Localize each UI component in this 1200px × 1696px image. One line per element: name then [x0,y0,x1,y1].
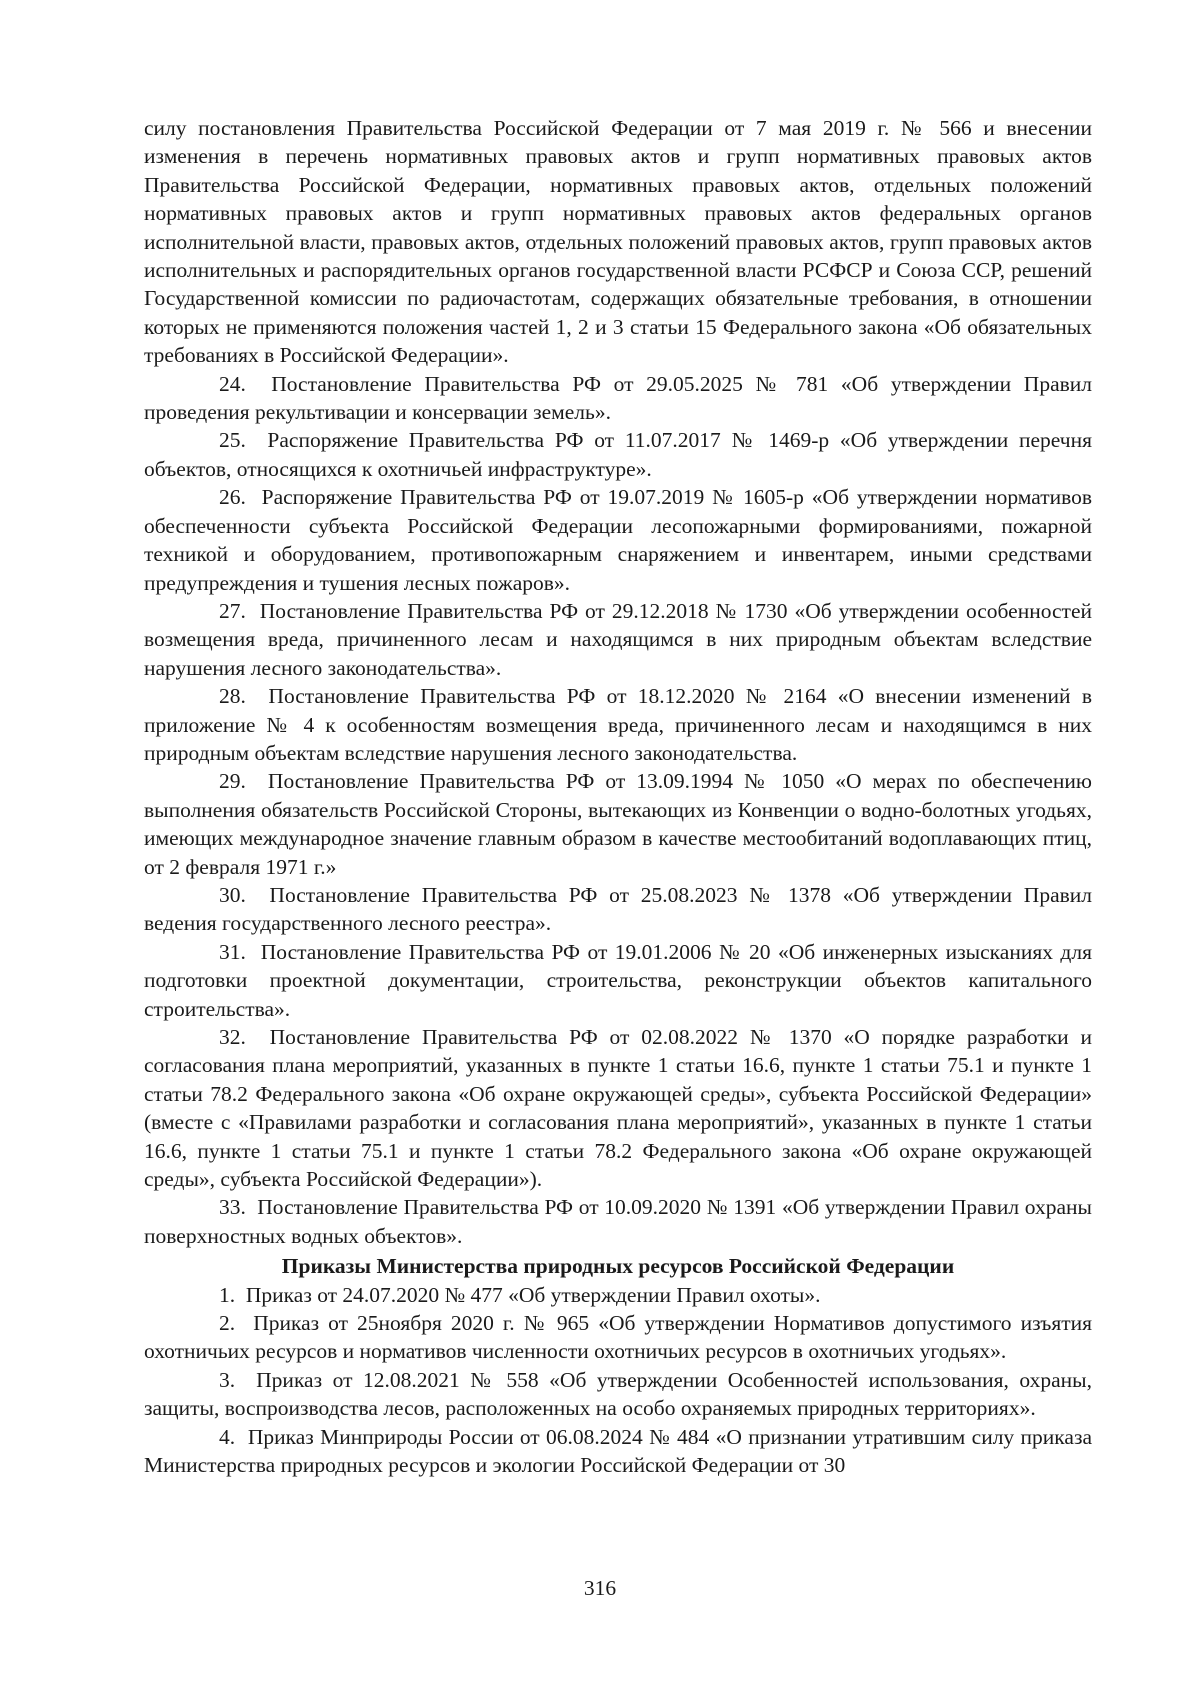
item-text: Постановление Правительства РФ от 29.12.2018 № 1730 «Об утверждении особенностей возмещения вреда, причиненного лесам и находящимся в них природным объектам вследствие нарушения лесного законодательства». [144,598,1092,680]
list-item [144,1309,1092,1366]
item-text: Распоряжение Правительства РФ от 11.07.2017 № 1469-р «Об утверждении перечня объектов, относящихся к охотничьей инфраструктуре». [144,428,1093,481]
list-item [144,597,1092,682]
item-number: 28. [219,684,246,709]
list-item [144,767,1092,881]
item-text: Постановление Правительства РФ от 13.09.1994 № 1050 «О мерах по обеспечению выполнения обязательств Российской Стороны, вытекающих из Конвенции о водно-болотных угодьях, имеющих международное значение главным образом в качестве местообитаний водоплавающих птиц, от 2 февраля 1971 г.» [144,769,1092,879]
item-number: 32. [219,1025,246,1049]
item-text: Постановление Правительства РФ от 29.05.2025 № 781 «Об утверждении Правил проведения рекультивации и консервации земель». [144,371,1093,425]
list-item [144,1423,1092,1480]
item-text: Приказ от 12.08.2021 № 558 «Об утверждении Особенностей использования, охраны, защиты, воспроизводства лесов, расположенных на особо охраняемых природных территориях». [144,1367,1093,1421]
item-text: Постановление Правительства РФ от 18.12.2020 № 2164 «О внесении изменений в приложение № 4 к особенностям возмещения вреда, причиненного лесам и находящимся в них природным объектам вследствие нарушения лесного законодательства. [144,684,1092,765]
item-number: 31. [219,939,246,964]
item-number: 30. [219,882,246,907]
item-number: 25. [219,428,246,453]
government-acts-list [144,370,1092,1251]
item-number: 3. [219,1367,236,1392]
ministry-orders-list [144,1281,1092,1480]
item-text: Постановление Правительства РФ от 10.09.2020 № 1391 «Об утверждении Правил охраны поверхностных водных объектов». [144,1195,1092,1248]
section-heading: Приказы Министерства природных ресурсов Российской Федерации [281,1254,955,1279]
item-number: 4. [219,1424,236,1449]
list-item [144,938,1092,1023]
item-number: 1. [219,1282,236,1307]
list-item [144,881,1092,938]
item-text: Приказ Минприроды России от 06.08.2024 № 484 «О признании утратившим силу приказа Министерства природных ресурсов и экологии Российской Федерации от 30 [144,1424,1092,1478]
item-number: 27. [219,598,246,623]
list-item [144,483,1092,597]
list-item [144,1193,1092,1250]
item-number: 29. [219,769,246,794]
page-body [144,114,1092,1480]
list-item [144,370,1092,427]
item-number: 26. [219,485,246,510]
list-item [144,682,1092,767]
item-text: Приказ от 24.07.2020 № 477 «Об утверждении Правил охоты». [245,1282,821,1307]
continuation-paragraph: силу постановления Правительства Российской Федерации от 7 мая 2019 г. № 566 и внесении изменения в перечень нормативных правовых актов и групп нормативных правовых актов Правительства Российской Федерации, нормативных правовых актов, отдельных положений нормативных правовых актов и групп нормативных правовых актов федеральных органов исполнительной власти, правовых актов, отдельных положений правовых актов, групп правовых актов исполнительных и распорядительных органов государственной власти РСФСР и Союза ССР, решений Государственной комиссии по радиочастотам, содержащих обязательные требования, в отношении которых не применяются положения частей 1, 2 и 3 статьи 15 Федерального закона «Об обязательных требованиях в Российской Федерации». [144,116,1092,368]
list-item [144,1023,1092,1193]
list-item [144,1281,1092,1309]
list-item [144,426,1092,483]
list-item [144,1366,1092,1423]
item-text: Постановление Правительства РФ от 02.08.2022 № 1370 «О порядке разработки и согласования плана мероприятий, указанных в пункте 1 статьи 16.6, пункте 1 статьи 75.1 и пункте 1 статьи 78.2 Федерального закона «Об охране окружающей среды», субъекта Российской Федерации» (вместе с «Правилами разработки и согласования плана мероприятий», указанных в пункте 1 статьи 16.6, пункте 1 статьи 75.1 и пункте 1 статьи 78.2 Федерального закона «Об охране окружающей среды», субъекта Российской Федерации»). [144,1025,1093,1192]
item-text: Распоряжение Правительства РФ от 19.07.2019 № 1605-р «Об утверждении нормативов обеспеченности субъекта Российской Федерации лесопожарными формированиями, пожарной техникой и оборудованием, противопожарным снаряжением и инвентарем, иными средствами предупреждения и тушения лесных пожаров». [144,485,1093,595]
item-text: Приказ от 25ноября 2020 г. № 965 «Об утверждении Нормативов допустимого изъятия охотничьих ресурсов и нормативов численности охотничьих ресурсов в охотничьих угодьях». [144,1311,1093,1364]
item-number: 2. [219,1311,236,1336]
item-number: 24. [219,371,246,396]
item-number: 33. [219,1195,246,1220]
page-number: 316 [583,1576,617,1600]
item-text: Постановление Правительства РФ от 19.01.2006 № 20 «Об инженерных изысканиях для подготовки проектной документации, строительства, реконструкции объектов капитального строительства». [144,939,1092,1021]
item-text: Постановление Правительства РФ от 25.08.2023 № 1378 «Об утверждении Правил ведения государственного лесного реестра». [144,882,1093,936]
